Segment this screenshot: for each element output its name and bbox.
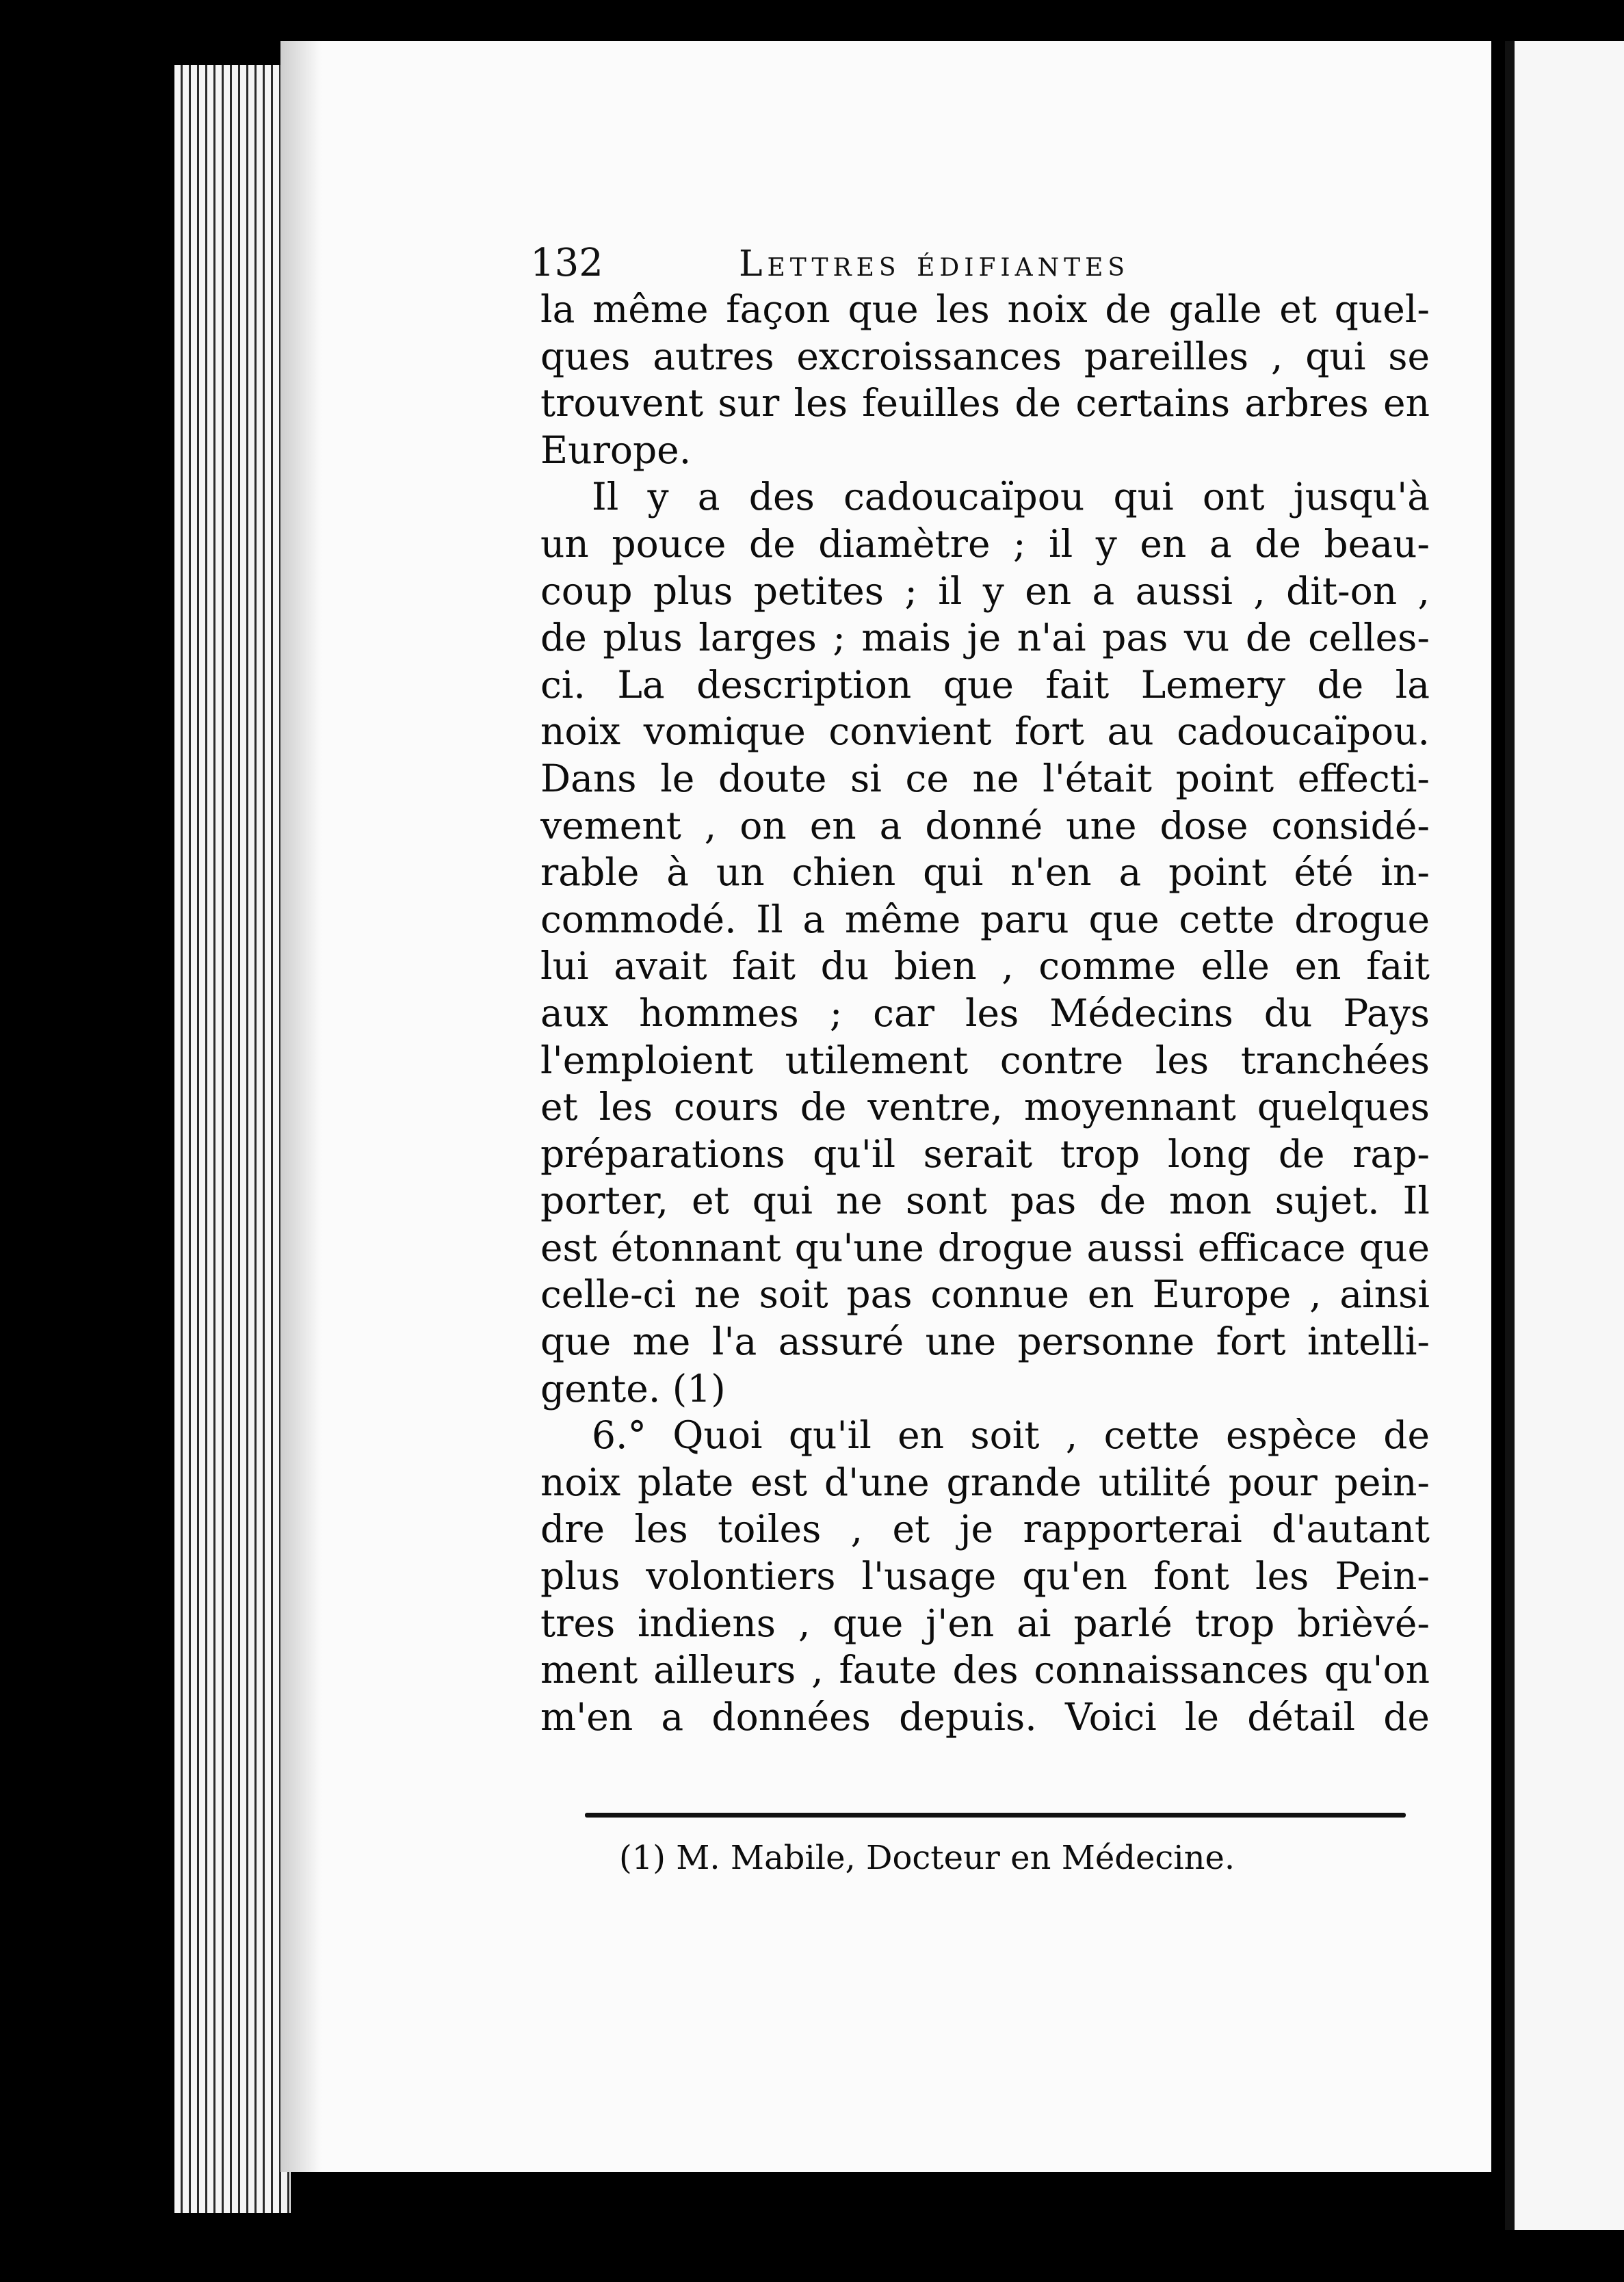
body-text: [540, 286, 1430, 1740]
text-line: et les cours de ventre, moyennant quelques: [540, 1085, 1430, 1129]
text-line: gente. (1): [540, 1366, 726, 1411]
text-line: dre les toiles , et je rapporterai d'autant: [540, 1507, 1430, 1551]
footnote: (1) M. Mabile, Docteur en Médecine.: [619, 1839, 1235, 1877]
text-line: porter, et qui ne sont pas de mon sujet. Il: [540, 1179, 1430, 1223]
text-line: l'emploient utilement contre les tranchées: [540, 1038, 1430, 1082]
text-line: de plus larges ; mais je n'ai pas vu de celles-: [540, 616, 1430, 660]
facing-page-edge: [1505, 41, 1624, 2230]
gutter-shadow: [280, 41, 322, 2172]
text-line: que me l'a assuré une personne fort intelli-: [540, 1320, 1430, 1364]
text-line: la même façon que les noix de galle et quel-: [540, 287, 1430, 331]
text-line: Europe.: [540, 428, 692, 472]
text-line: noix plate est d'une grande utilité pour pein-: [540, 1460, 1430, 1504]
running-head: [530, 241, 1447, 291]
text-line: lui avait fait du bien , comme elle en fait: [540, 944, 1430, 988]
text-line: un pouce de diamètre ; il y en a de beau-: [540, 521, 1430, 566]
text-line: tres indiens , que j'en ai parlé trop brièvé-: [540, 1601, 1430, 1645]
text-line: coup plus petites ; il y en a aussi , dit-on ,: [540, 568, 1430, 613]
text-line: ci. La description que fait Lemery de la: [540, 662, 1430, 707]
book-page-edges: [174, 65, 291, 2213]
text-line: Dans le doute si ce ne l'était point effecti-: [540, 756, 1430, 800]
text-line: est étonnant qu'une drogue aussi efficace que: [540, 1225, 1430, 1270]
text-line: ment ailleurs , faute des connaissances qu'on: [540, 1648, 1430, 1692]
text-line: plus volontiers l'usage qu'en font les Pein-: [540, 1554, 1430, 1599]
text-line: ques autres excroissances pareilles , qui se: [540, 334, 1430, 378]
text-line: trouvent sur les feuilles de certains arbres en: [540, 381, 1430, 425]
text-line: préparations qu'il serait trop long de rap-: [540, 1131, 1430, 1176]
text-line: aux hommes ; car les Médecins du Pays: [540, 991, 1430, 1035]
footnote-rule: [585, 1813, 1406, 1818]
text-line: rable à un chien qui n'en a point été in-: [540, 850, 1430, 895]
running-title: Lettres édifiantes: [739, 244, 1130, 285]
page-number: 132: [530, 241, 603, 285]
text-line: celle-ci ne soit pas connue en Europe , ainsi: [540, 1272, 1430, 1317]
text-line: noix vomique convient fort au cadoucaïpou.: [540, 709, 1430, 754]
text-line: 6.° Quoi qu'il en soit , cette espèce de: [592, 1413, 1430, 1458]
text-line: commodé. Il a même paru que cette drogue: [540, 897, 1430, 941]
text-line: vement , on en a donné une dose considé-: [540, 803, 1430, 848]
text-line: m'en a données depuis. Voici le détail de: [540, 1694, 1430, 1739]
text-line: Il y a des cadoucaïpou qui ont jusqu'à: [592, 475, 1430, 519]
